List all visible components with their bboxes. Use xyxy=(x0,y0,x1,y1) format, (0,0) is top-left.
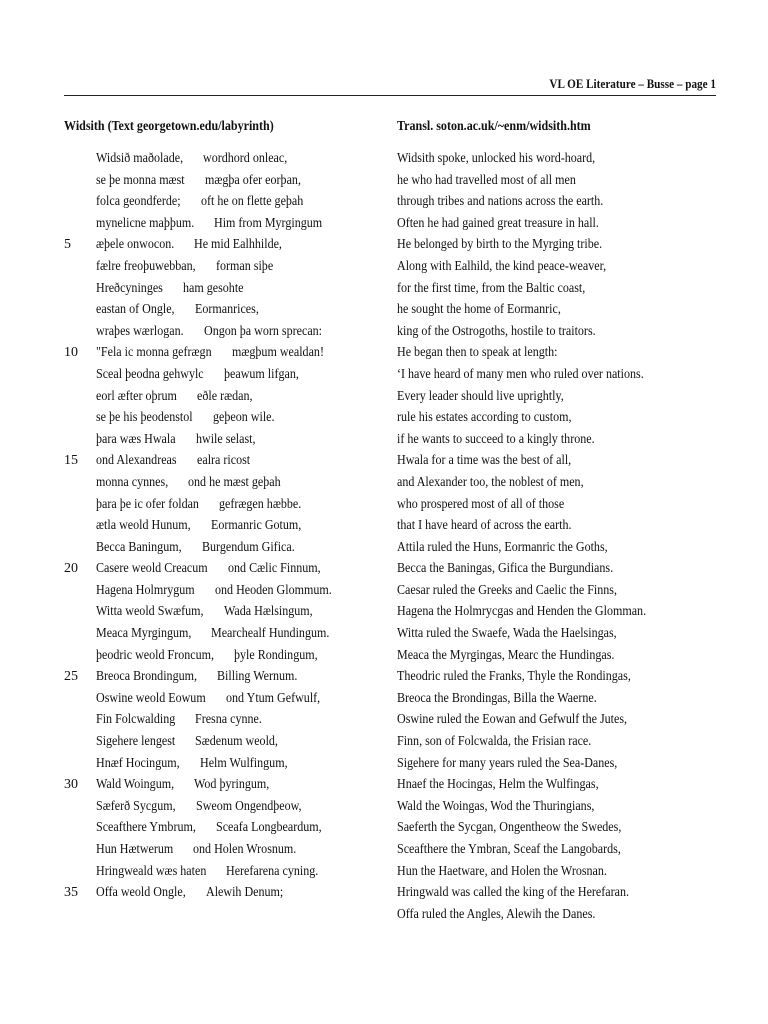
translation-line xyxy=(397,839,737,861)
second-half-line: eðle rædan, xyxy=(196,388,253,404)
translation-line xyxy=(397,299,737,321)
second-half-line: ond Holen Wrosnum. xyxy=(193,842,297,857)
first-half-line: Breoca Brondingum, xyxy=(96,669,197,685)
oe-line xyxy=(0,364,390,386)
second-half-line: wordhord onleac, xyxy=(203,151,288,166)
first-half-line: se þe monna mæst xyxy=(96,172,185,188)
translation-line-text: Finn, son of Folcwalda, the Frisian race. xyxy=(397,734,592,750)
second-half-line: Sceafa Longbeardum, xyxy=(215,820,322,836)
second-half-line: Ongon þa worn sprecan: xyxy=(203,323,322,339)
oe-line xyxy=(0,537,390,559)
oe-line xyxy=(0,386,390,408)
second-half-line: Sweom Ongendþeow, xyxy=(195,798,302,814)
first-half-line: Fin Folcwalding xyxy=(96,712,176,728)
first-half-line: þara þe ic ofer foldan xyxy=(96,496,199,512)
second-half-line: Fresna cynne. xyxy=(195,712,263,728)
translation-line-text: He belonged by birth to the Myrging tribe. xyxy=(397,237,603,253)
translation-line-text: Meaca the Myrgingas, Mearc the Hundingas. xyxy=(397,647,615,663)
first-half-line: Oswine weold Eowum xyxy=(96,690,206,706)
oe-line xyxy=(0,321,390,343)
translation-line xyxy=(397,407,737,429)
translation-line xyxy=(397,861,737,883)
translation-line-text: Theodric ruled the Franks, Thyle the Rondingas, xyxy=(397,669,631,685)
oe-line xyxy=(0,515,390,537)
oe-line xyxy=(0,817,390,839)
oe-line xyxy=(0,861,390,883)
second-half-line: ond Ytum Gefwulf, xyxy=(225,690,320,706)
second-half-line: Eormanric Gotum, xyxy=(210,518,301,534)
translation-line xyxy=(397,234,737,256)
line-number: 5 xyxy=(64,237,71,253)
first-half-line: mynelicne maþþum. xyxy=(96,215,195,231)
translation-line-text: Sigehere for many years ruled the Sea-Danes, xyxy=(397,755,618,771)
oe-line xyxy=(0,148,390,170)
translation-line xyxy=(397,537,737,559)
translation-line xyxy=(397,645,737,667)
second-half-line: oft he on flette geþah xyxy=(200,194,303,210)
oe-line xyxy=(0,796,390,818)
second-half-line: Herefarena cyning. xyxy=(226,863,319,879)
second-half-line: Sædenum weold, xyxy=(195,734,279,750)
translation-line-text: Every leader should live uprightly, xyxy=(397,388,564,404)
first-half-line: eorl æfter oþrum xyxy=(96,388,177,404)
first-half-line: monna cynnes, xyxy=(96,474,169,490)
translation-line-text: Hagena the Holmrycgas and Henden the Glomman. xyxy=(397,604,647,620)
translation-line-text: He began then to speak at length: xyxy=(397,345,558,361)
oe-text-title: Widsith (Text georgetown.edu/labyrinth) xyxy=(64,119,274,134)
first-half-line: Sceal þeodna gehwylc xyxy=(96,366,204,382)
oe-line xyxy=(0,839,390,861)
translation-line-text: Hnaef the Hocingas, Helm the Wulfingas, xyxy=(397,777,599,793)
translation-line-text: Witta ruled the Swaefe, Wada the Haelsingas, xyxy=(397,626,617,642)
translation-line-text: Saeferth the Sycgan, Ongentheow the Swedes, xyxy=(397,820,622,836)
translation-line xyxy=(397,623,737,645)
translation-line-text: Oswine ruled the Eowan and Gefwulf the Jutes, xyxy=(397,712,628,728)
first-half-line: Hringweald wæs haten xyxy=(96,863,207,879)
oe-line xyxy=(0,407,390,429)
first-half-line: Hun Hætwerum xyxy=(96,842,174,857)
line-number: 30 xyxy=(64,777,78,793)
first-half-line: Sceafthere Ymbrum, xyxy=(96,820,196,836)
translation-line xyxy=(397,256,737,278)
second-half-line: Alewih Denum; xyxy=(205,885,283,901)
oe-line xyxy=(0,299,390,321)
translation-line xyxy=(397,364,737,386)
translation-line-text: Becca the Baningas, Gifica the Burgundians. xyxy=(397,561,614,577)
translation-line xyxy=(397,170,737,192)
oe-line xyxy=(0,342,390,364)
second-half-line: Him from Myrgingum xyxy=(214,215,323,231)
second-half-line: Mearchealf Hundingum. xyxy=(211,626,330,642)
oe-line xyxy=(0,882,390,904)
oe-line xyxy=(0,666,390,688)
translation-line xyxy=(397,429,737,451)
translation-line xyxy=(397,213,737,235)
oe-line xyxy=(0,191,390,213)
line-number: 35 xyxy=(64,885,78,901)
first-half-line: æþele onwocon. xyxy=(96,237,175,253)
oe-line xyxy=(0,623,390,645)
translation-line xyxy=(397,904,737,926)
translation-line-text: Attila ruled the Huns, Eormanric the Goths, xyxy=(397,539,608,555)
first-half-line: Casere weold Creacum xyxy=(96,561,208,577)
first-half-line: ætla weold Hunum, xyxy=(96,518,191,534)
second-half-line: Billing Wernum. xyxy=(216,669,298,685)
first-half-line: Hnæf Hocingum, xyxy=(96,755,180,771)
translation-line-text: Caesar ruled the Greeks and Caelic the Finns, xyxy=(397,582,617,598)
translation-line-text: he sought the home of Eormanric, xyxy=(397,302,561,318)
first-half-line: "Fela ic monna gefrægn xyxy=(96,345,212,361)
translation-line xyxy=(397,148,737,170)
translation-line xyxy=(397,709,737,731)
oe-line xyxy=(0,753,390,775)
second-half-line: hwile selast, xyxy=(195,431,256,447)
second-half-line: geþeon wile. xyxy=(212,410,275,426)
oe-line xyxy=(0,558,390,580)
translation-line xyxy=(397,386,737,408)
translation-line-text: rule his estates according to custom, xyxy=(397,410,572,426)
first-half-line: se þe his þeodenstol xyxy=(96,410,193,426)
second-half-line: Eormanrices, xyxy=(194,302,259,318)
oe-line xyxy=(0,234,390,256)
translation-line xyxy=(397,450,737,472)
translation-line xyxy=(397,515,737,537)
translation-line xyxy=(397,666,737,688)
second-half-line: Wada Hælsingum, xyxy=(223,604,313,620)
first-half-line: Witta weold Swæfum, xyxy=(96,604,204,620)
second-half-line: He mid Ealhhilde, xyxy=(194,237,283,253)
second-half-line: ham gesohte xyxy=(182,280,244,296)
first-half-line: Widsið maðolade, xyxy=(96,151,184,166)
oe-line xyxy=(0,213,390,235)
first-half-line: þara wæs Hwala xyxy=(96,431,176,447)
translation-line xyxy=(397,472,737,494)
translation-line xyxy=(397,796,737,818)
oe-line xyxy=(0,450,390,472)
translation-line-text: Often he had gained great treasure in hall. xyxy=(397,215,599,231)
translation-line-text: and Alexander too, the noblest of men, xyxy=(397,474,584,490)
translation-line-text: if he wants to succeed to a kingly throne. xyxy=(397,431,595,447)
translation-line xyxy=(397,774,737,796)
first-half-line: Wald Woingum, xyxy=(96,777,175,793)
translation-line xyxy=(397,601,737,623)
translation-text xyxy=(397,148,737,925)
translation-line-text: Widsith spoke, unlocked his word-hoard, xyxy=(397,151,596,166)
second-half-line: mægþum wealdan! xyxy=(231,345,324,361)
oe-line xyxy=(0,494,390,516)
second-half-line: þyle Rondingum, xyxy=(234,647,318,663)
translation-line xyxy=(397,278,737,300)
first-half-line: eastan of Ongle, xyxy=(96,302,175,318)
oe-line xyxy=(0,429,390,451)
translation-line-text: ‘I have heard of many men who ruled over nations. xyxy=(397,366,644,382)
second-half-line: þeawum lifgan, xyxy=(223,366,299,382)
first-half-line: ond Alexandreas xyxy=(96,453,177,469)
translation-line xyxy=(397,731,737,753)
oe-line xyxy=(0,601,390,623)
second-half-line: ond he mæst geþah xyxy=(188,474,281,490)
translation-line xyxy=(397,321,737,343)
second-half-line: ealra ricost xyxy=(196,453,250,469)
translation-line xyxy=(397,817,737,839)
oe-line xyxy=(0,580,390,602)
first-half-line: Hreðcyninges xyxy=(96,280,163,296)
second-half-line: gefrægen hæbbe. xyxy=(218,496,302,512)
first-half-line: þeodric weold Froncum, xyxy=(96,647,215,663)
translation-line-text: Breoca the Brondingas, Billa the Waerne. xyxy=(397,690,597,706)
first-half-line: folca geondferde; xyxy=(96,194,181,210)
translation-line-text: through tribes and nations across the earth. xyxy=(397,194,604,210)
translation-line xyxy=(397,688,737,710)
translation-line-text: king of the Ostrogoths, hostile to traitors. xyxy=(397,323,596,339)
translation-line xyxy=(397,580,737,602)
first-half-line: Hagena Holmrygum xyxy=(96,582,195,598)
translation-line-text: who prospered most of all of those xyxy=(397,496,565,512)
translation-line xyxy=(397,558,737,580)
first-half-line: Sigehere lengest xyxy=(96,734,176,750)
second-half-line: Burgendum Gifica. xyxy=(201,539,295,555)
page-header: VL OE Literature – Busse – page 1 xyxy=(549,76,716,91)
second-half-line: forman siþe xyxy=(215,258,273,274)
translation-line-text: Hwala for a time was the best of all, xyxy=(397,453,572,469)
second-half-line: mægþa ofer eorþan, xyxy=(204,172,301,188)
oe-poem-text xyxy=(0,148,390,904)
translation-line-text: that I have heard of across the earth. xyxy=(397,518,572,534)
second-half-line: Helm Wulfingum, xyxy=(199,755,288,771)
oe-line xyxy=(0,472,390,494)
oe-line xyxy=(0,709,390,731)
translation-line-text: Hun the Haetware, and Holen the Wrosnan. xyxy=(397,863,607,879)
first-half-line: Sæferð Sycgum, xyxy=(96,798,176,814)
translation-line-text: Hringwald was called the king of the Herefaran. xyxy=(397,885,630,901)
first-half-line: wraþes wærlogan. xyxy=(96,323,184,339)
header-rule xyxy=(64,95,716,96)
oe-line xyxy=(0,278,390,300)
translation-line-text: Sceafthere the Ymbran, Sceaf the Langobards, xyxy=(397,842,621,857)
oe-line xyxy=(0,774,390,796)
first-half-line: fælre freoþuwebban, xyxy=(96,258,196,274)
translation-title: Transl. soton.ac.uk/~enm/widsith.htm xyxy=(397,119,591,134)
line-number: 25 xyxy=(64,669,78,685)
second-half-line: ond Heoden Glommum. xyxy=(214,582,332,598)
second-half-line: Wod þyringum, xyxy=(194,777,270,793)
translation-line-text: for the first time, from the Baltic coast, xyxy=(397,280,586,296)
translation-line xyxy=(397,882,737,904)
line-number: 20 xyxy=(64,561,78,577)
oe-line xyxy=(0,256,390,278)
translation-line-text: Along with Ealhild, the kind peace-weaver, xyxy=(397,258,607,274)
translation-line-text: he who had travelled most of all men xyxy=(397,172,576,188)
first-half-line: Offa weold Ongle, xyxy=(96,885,186,901)
second-half-line: ond Cælic Finnum, xyxy=(227,561,321,577)
line-number: 15 xyxy=(64,453,78,469)
translation-line-text: Offa ruled the Angles, Alewih the Danes. xyxy=(397,906,596,922)
oe-line xyxy=(0,688,390,710)
first-half-line: Meaca Myrgingum, xyxy=(96,626,192,642)
oe-line xyxy=(0,170,390,192)
oe-line xyxy=(0,731,390,753)
translation-line-text: Wald the Woingas, Wod the Thuringians, xyxy=(397,798,595,814)
first-half-line: Becca Baningum, xyxy=(96,539,182,555)
translation-line xyxy=(397,342,737,364)
translation-line xyxy=(397,191,737,213)
translation-line xyxy=(397,753,737,775)
oe-line xyxy=(0,645,390,667)
translation-line xyxy=(397,494,737,516)
line-number: 10 xyxy=(64,345,78,361)
